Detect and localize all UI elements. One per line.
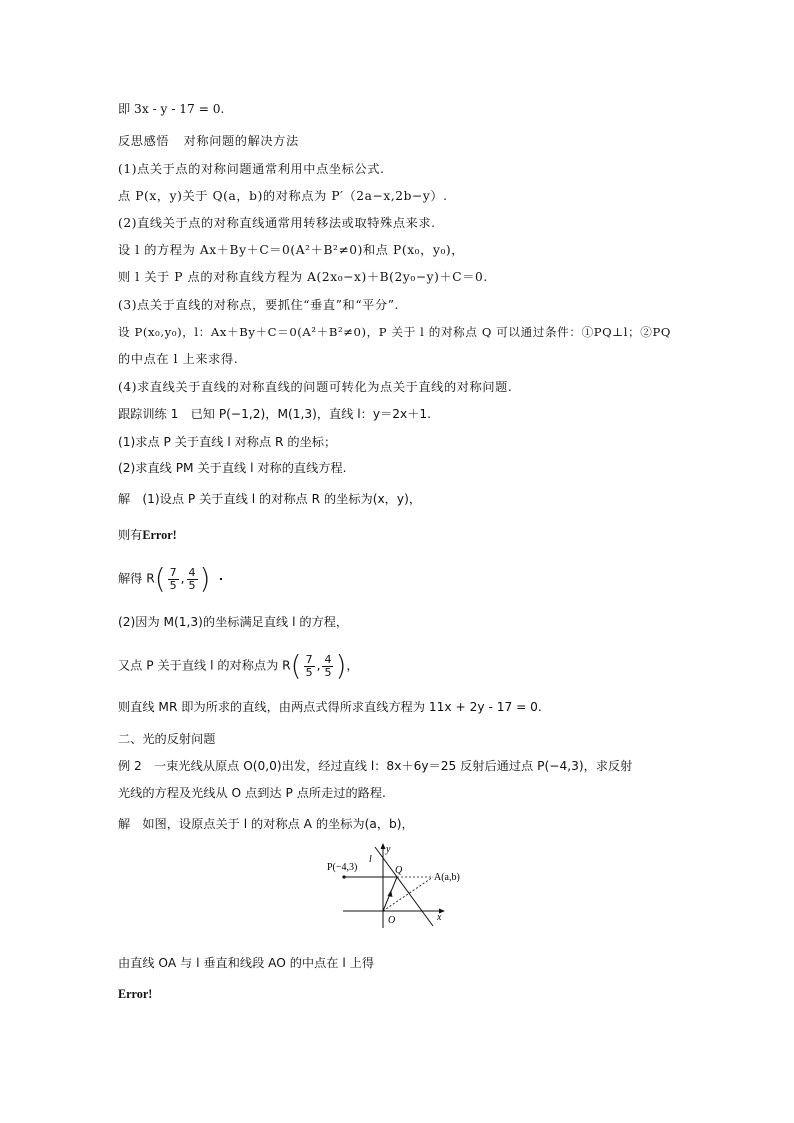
fraction-y-2: $\frac{4}{5}$ (324, 652, 332, 679)
example-line-1: 例 2 一束光线从原点 O(0,0)出发，经过直线 l：8x＋6y＝25 反射后通过点 P(−4,3)，求反射 (118, 759, 633, 773)
text-line-10: 的中点在 l 上来求得. (118, 352, 239, 366)
text-line-3: (1)点关于点的对称问题通常利用中点坐标公式. (118, 162, 385, 176)
label-P: P(−4,3) (327, 862, 358, 873)
reflection-title: 反思感悟 (118, 134, 170, 148)
result-prefix: 解得 R (118, 571, 155, 586)
error-text: Error! (142, 528, 177, 542)
final-error-text: Error! (118, 987, 153, 1001)
fraction-x: $\frac{7}{5}$ (169, 565, 177, 592)
text-line-1: 即 3x - y - 17 = 0. (118, 102, 225, 116)
solution-error-line (118, 527, 177, 543)
text-line-8: (3)点关于直线的对称点，要抓住“垂直”和“平分”. (118, 298, 400, 312)
y-axis-arrow (381, 843, 386, 849)
label-A: A(a,b) (434, 872, 460, 883)
example-solution: 解 如图，设原点关于 l 的对称点 A 的坐标为(a，b)， (118, 817, 414, 831)
reflection-heading (118, 133, 299, 149)
text-line-7: 则 l 关于 P 点的对称直线方程为 A(2x₀−x)＋B(2y₀−y)＋C＝0. (118, 270, 488, 284)
section-heading: 二、光的反射问题 (118, 732, 216, 746)
text-line-9: 设 P(x₀,y₀)，l：Ax＋By＋C＝0(A²＋B²≠0)，P 关于 l 的对称点 Q 可以通过条件：①PQ⊥l；②PQ (118, 325, 671, 339)
symmetric-point-line: 又点 P 关于直线 l 的对称点为 R( $\frac{7}{5}$ , $\frac{4}{5}$ )， (118, 649, 359, 682)
solution-conclusion: 则直线 MR 即为所求的直线，由两点式得所求直线方程为 11x + 2y - 17 = 0. (118, 700, 542, 714)
label-l: l (369, 854, 372, 865)
label-x: x (437, 912, 442, 923)
solution-line-1: 解 (1)设点 P 关于直线 l 的对称点 R 的坐标为(x，y)， (118, 492, 422, 506)
fraction-y: $\frac{4}{5}$ (188, 565, 196, 592)
point-P (342, 875, 345, 878)
exercise-title: 跟踪训练 1 已知 P(−1,2)，M(1,3)，直线 l：y＝2x＋1. (118, 407, 432, 421)
example-line-2: 光线的方程及光线从 O 点到达 P 点所走过的路程. (118, 786, 386, 800)
label-O: O (388, 915, 396, 926)
label-Q: Q (395, 865, 403, 876)
label-y: y (386, 844, 391, 855)
text-line-5: (2)直线关于点的对称直线通常用转移法或取特殊点来求. (118, 216, 436, 230)
line-l (375, 847, 433, 926)
fraction-x-2: $\frac{7}{5}$ (305, 652, 313, 679)
reflection-subtitle: 对称问题的解决方法 (183, 134, 299, 148)
text-line-6: 设 l 的方程为 Ax＋By＋C＝0(A²＋B²≠0)和点 P(x₀，y₀)， (118, 243, 465, 257)
text-line-11: (4)求直线关于直线的对称直线的问题可转化为点关于直线的对称问题. (118, 380, 513, 394)
exercise-part-1: (1)求点 P 关于直线 l 对称点 R 的坐标； (118, 435, 337, 449)
solution-line-part2: (2)因为 M(1,3)的坐标满足直线 l 的方程， (118, 615, 349, 629)
reflection-figure (325, 840, 460, 930)
exercise-part-2: (2)求直线 PM 关于直线 l 对称的直线方程. (118, 461, 347, 475)
symmetric-prefix: 又点 P 关于直线 l 的对称点为 R (118, 658, 291, 673)
solution-error-prefix: 则有 (118, 528, 143, 542)
perpendicular-condition: 由直线 OA 与 l 垂直和线段 AO 的中点在 l 上得 (118, 956, 375, 970)
solution-result-line: 解得 R( $\frac{7}{5}$ , $\frac{4}{5}$ ) (118, 565, 222, 593)
text-line-4: 点 P(x，y)关于 Q(a，b)的对称点为 P′（2a−x,2b−y）. (118, 189, 448, 203)
